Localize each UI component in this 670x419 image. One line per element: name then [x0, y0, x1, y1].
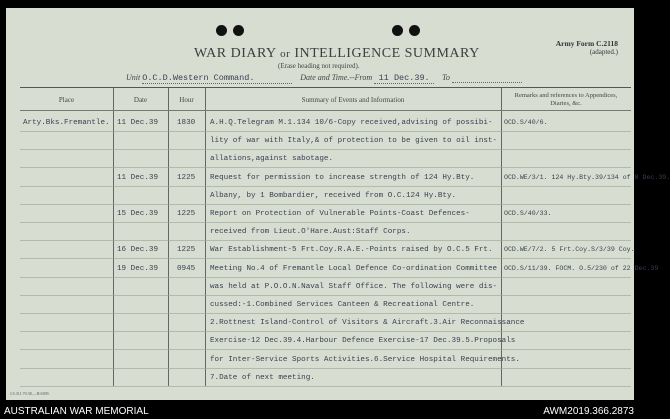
row-summary: Exercise-12 Dec.39.4.Harbour Defence Exercise-17 Dec.39.5.Proposals	[210, 337, 516, 346]
ruled-line	[20, 386, 631, 387]
to-value	[452, 73, 522, 83]
to-label: To	[442, 73, 450, 82]
row-summary: A.H.Q.Telegram M.1.134 10/6-Copy received,advising of possibi-	[210, 119, 493, 127]
row-date: 16 Dec.39	[117, 246, 159, 255]
army-form-ref	[556, 40, 618, 56]
ruled-line	[20, 295, 631, 296]
row-summary: 7.Date of next meeting.	[210, 373, 315, 382]
ruled-line	[20, 313, 631, 314]
punch-hole	[216, 25, 227, 36]
date-from-value: 11 Dec.39.	[374, 73, 434, 84]
row-hour: 1830	[177, 119, 196, 127]
row-summary: War Establishment-5 Frt.Coy.R.A.E.-Points raised by O.C.5 Frt.	[210, 246, 493, 255]
row-remarks: OCD.WE/3/1. 124 Hy.Bty.39/134 of 8 Dec.39.	[504, 173, 670, 181]
diary-sheet	[6, 8, 670, 400]
row-place: Arty.Bks.Fremantle.	[23, 119, 110, 127]
ruled-line	[20, 331, 631, 332]
ruled-line	[20, 186, 631, 187]
row-summary: Request for permission to increase strength of 124 Hy.Bty.	[210, 173, 475, 182]
title-or: or	[280, 48, 291, 60]
form-subtitle: (Erase heading not required).	[278, 62, 360, 70]
row-hour: 1225	[177, 210, 196, 218]
army-form-number: Army Form C.2118	[555, 39, 618, 48]
ruled-line	[20, 277, 631, 278]
col-divider	[205, 88, 206, 386]
caption-accession: AWM2019.366.2873	[543, 406, 634, 417]
punch-hole	[392, 25, 403, 36]
row-summary: Report on Protection of Vulnerable Points-Coast Defences-	[210, 210, 470, 218]
unit-value: O.C.D.Western Command.	[142, 73, 292, 84]
col-divider	[113, 88, 114, 386]
punch-hole	[233, 25, 244, 36]
row-date: 11 Dec.39	[117, 173, 159, 182]
row-summary: allations,against sabotage.	[210, 155, 334, 164]
header-remarks: Remarks and references to Appendices, Diaries, &c.	[514, 92, 618, 107]
row-summary: was held at P.O.O.N.Naval Staff Office. The following were dis-	[210, 282, 498, 291]
row-summary: 2.Rottnest Island-Control of Visitors & Aircraft.3.Air Reconnaissance	[210, 319, 525, 328]
row-remarks: OCD.S/40/33.	[504, 210, 552, 217]
unit-label: Unit	[126, 73, 141, 82]
row-remarks: OCD.S/11/39. FOCM. O.5/230 of 22 Dec.39	[504, 264, 659, 272]
header-place: Place	[58, 96, 75, 104]
row-date: 11 Dec.39	[117, 119, 159, 127]
row-summary: Meeting No.4 of Fremantle Local Defence Co-ordination Committee	[210, 264, 498, 273]
row-remarks: OCD.WE/7/2. 5 Frt.Coy.S/3/39 Coy.	[504, 246, 635, 254]
ruled-line	[20, 368, 631, 369]
row-hour: 0945	[177, 264, 196, 273]
row-summary: for Inter-Service Sports Activities.6.Service Hospital Requirements.	[210, 355, 520, 364]
ruled-line	[20, 149, 631, 150]
header-hour: Hour	[179, 96, 194, 104]
row-summary: cussed:-1.Combined Services Canteen & Recreational Centre.	[210, 301, 475, 309]
title-intelligence-summary: INTELLIGENCE SUMMARY	[294, 46, 480, 61]
form-title	[194, 46, 480, 62]
ruled-line	[20, 204, 631, 205]
row-summary: lity of war with Italy,& of protection to be given to oil inst-	[210, 137, 498, 146]
caption-institution: AUSTRALIAN WAR MEMORIAL	[4, 406, 149, 417]
ruled-line	[20, 131, 631, 132]
title-war-diary: WAR DIARY	[194, 46, 277, 61]
row-summary: received from Lieut.O'Hare.Aust:Staff Corps.	[210, 228, 411, 237]
row-hour: 1225	[177, 173, 196, 182]
ruled-line	[20, 222, 631, 223]
header-rule	[20, 110, 631, 111]
unit-line	[126, 73, 522, 84]
army-form-note: (adapted.)	[589, 48, 618, 56]
print-reference: J.S.311.70.38.—H.6399.	[10, 391, 50, 396]
date-label: Date and Time.--From	[300, 73, 373, 82]
diary-table	[20, 87, 670, 386]
punch-hole	[409, 25, 420, 36]
row-remarks: OCD.S/40/6.	[504, 119, 548, 126]
header-summary: Summary of Events and Information	[301, 96, 405, 104]
row-date: 15 Dec.39	[117, 210, 159, 218]
row-summary: Albany, by 1 Bombardier, received from O.C.124 Hy.Bty.	[210, 191, 457, 200]
col-divider	[168, 88, 169, 386]
ruled-line	[20, 167, 631, 168]
header-date: Date	[133, 96, 148, 104]
ruled-line	[20, 349, 631, 350]
row-date: 19 Dec.39	[117, 264, 159, 273]
ruled-line	[20, 258, 631, 259]
ruled-line	[20, 240, 631, 241]
row-hour: 1225	[177, 246, 196, 255]
